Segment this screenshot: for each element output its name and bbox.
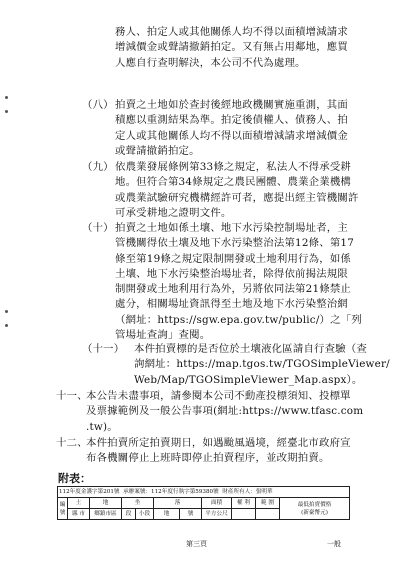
sub-lot2 [180, 509, 202, 520]
header-text: 平方公尺 [205, 511, 228, 517]
text-line: 管機關得依土壤及地下水污染整治法第12條、第17 [115, 237, 355, 250]
header-price [280, 498, 350, 520]
binder-hole [5, 110, 8, 113]
binder-hole [5, 310, 8, 313]
header-text: 面積 [210, 500, 223, 506]
binder-hole [5, 96, 8, 99]
header-loc [154, 498, 202, 509]
header-no [58, 498, 68, 520]
item-9-paragraph [115, 160, 359, 221]
text-line: 地。但符合第34條規定之農民團體、農業企業機構 [115, 176, 352, 189]
text-line: 拍賣之土地如係土壤、地下水污染控制場址者，主 [115, 222, 348, 234]
text-line: 依農業發展條例第33條之規定，私法人不得承受耕 [115, 161, 352, 173]
section-12-paragraph [86, 436, 351, 467]
sub-blank [232, 509, 256, 520]
text-line: Web/Map/TGOSimpleViewer_Map.aspx）。 [134, 373, 363, 386]
text-line: 增減價金或聲請撤銷拍定。又有無占用鄰地，應買 [115, 41, 348, 54]
text-line: 人應自行查明解決，本公司不代為處理。 [115, 56, 306, 69]
sub-lot [154, 509, 180, 520]
header-text: 號 [187, 511, 194, 517]
text-line: 拍賣之土地如於查封後經地政機關實施重測，其面 [115, 99, 348, 111]
caption-year: 112年度金護字第201號 [59, 489, 120, 495]
header-text: 落 [174, 500, 181, 506]
header-land [68, 498, 90, 509]
text-line: 及票據範例及一般公告事項(網址:https://www.tfasc.com [86, 405, 364, 418]
caption-owner: 財產所有人：張明華 [222, 489, 273, 495]
text-line: .tw)。 [86, 420, 118, 433]
header-text: 範 [261, 500, 267, 506]
header-type [232, 498, 256, 509]
text-line: 條至第19條之規定限制開發或土地利用行為，如係 [115, 252, 352, 265]
text-line: 務人、拍定人或其他關係人均不得以面積增減請求 [115, 26, 348, 38]
header-text: 小段 [138, 511, 151, 517]
text-line: 或農業試驗研究機構經許可者，應提出經主管機關許 [115, 191, 359, 204]
header-text: 號 [59, 509, 66, 516]
table-caption [58, 487, 350, 498]
header-text: 土 [75, 500, 82, 506]
sub-blank [256, 509, 280, 520]
land-table [57, 486, 350, 520]
text-line: 處分，相關場址資訊得至土地及地下水污染整治網 [115, 298, 348, 311]
text-line: 詢網址：https://map.tgos.tw/TGOSimpleViewer/ [134, 358, 390, 371]
text-line: （網址：https://sgw.epa.gov.tw/public/）之「列 [115, 313, 362, 326]
header-text: 編 [59, 501, 66, 508]
text-line: 本件拍賣所定拍賣期日，如遇颱風過境，經臺北市政府宣 [86, 437, 351, 449]
header-text: 坐 [134, 500, 141, 506]
text-line: 本件拍賣標的是否位於土壤液化區請自行查驗（查 [134, 343, 367, 355]
item-label: （九） [82, 161, 114, 173]
header-text: 權 [237, 500, 243, 506]
section-11-paragraph [86, 389, 363, 435]
item-11-paragraph [134, 342, 390, 388]
text-line: 本公告未盡事項，請參閱本公司不動產投標須知、投標單 [86, 390, 351, 402]
text-line: 定人或其他關係人均不得以面積增減請求增減價金 [115, 129, 348, 142]
header-text: 段 [125, 511, 132, 517]
header-land2 [90, 498, 122, 509]
sub-subsec [136, 509, 154, 520]
text-line: 或聲請撤銷拍定。 [115, 144, 200, 157]
header-scope [256, 498, 280, 509]
intro-paragraph [115, 25, 348, 71]
header-area [202, 498, 232, 509]
header-text: 鄉鎮市區 [94, 511, 117, 517]
section-label: 十二、 [56, 437, 88, 449]
page-number: 第三頁 [186, 540, 207, 548]
text-line: 土壤、地下水污染整治場址者，除得依前揭法規限 [115, 267, 348, 280]
header-text: (新臺幣元) [301, 509, 328, 516]
item-label: （八） [82, 99, 114, 111]
edition-label: 一般 [327, 540, 341, 548]
text-line: 布各機關停止上班時即停止拍賣程序，並改期拍賣。 [86, 452, 330, 465]
text-line: 可承受耕地之證明文件。 [115, 206, 232, 219]
text-line: 積應以重測結果為準。拍定後債權人、債務人、拍 [115, 114, 348, 127]
header-text: 地 [163, 511, 170, 517]
header-text: 最低拍賣價格 [297, 501, 332, 508]
header-text: 圍 [268, 500, 274, 506]
sub-town [90, 509, 122, 520]
header-text: 縣 市 [72, 511, 85, 517]
item-10-paragraph [115, 221, 362, 343]
text-line: 制開發或土地利用行為外，另將依同法第21條禁止 [115, 283, 352, 296]
sub-sqm [202, 509, 232, 520]
item-8-paragraph [115, 98, 348, 159]
table-header-row [58, 498, 350, 509]
attachment-label: 附表： [58, 472, 91, 485]
item-label: （十一） [82, 343, 125, 355]
caption-case: 承辦案號：112年度行執字第59380號 [123, 489, 219, 495]
header-seat [122, 498, 154, 509]
header-text: 利 [244, 500, 250, 506]
item-label: （十） [82, 222, 114, 234]
header-text: 地 [102, 500, 109, 506]
section-label: 十一、 [56, 390, 88, 402]
sub-sec [122, 509, 136, 520]
sub-county [68, 509, 90, 520]
binder-hole [5, 324, 8, 327]
text-line: 管場址查詢」查閱。 [115, 329, 211, 342]
